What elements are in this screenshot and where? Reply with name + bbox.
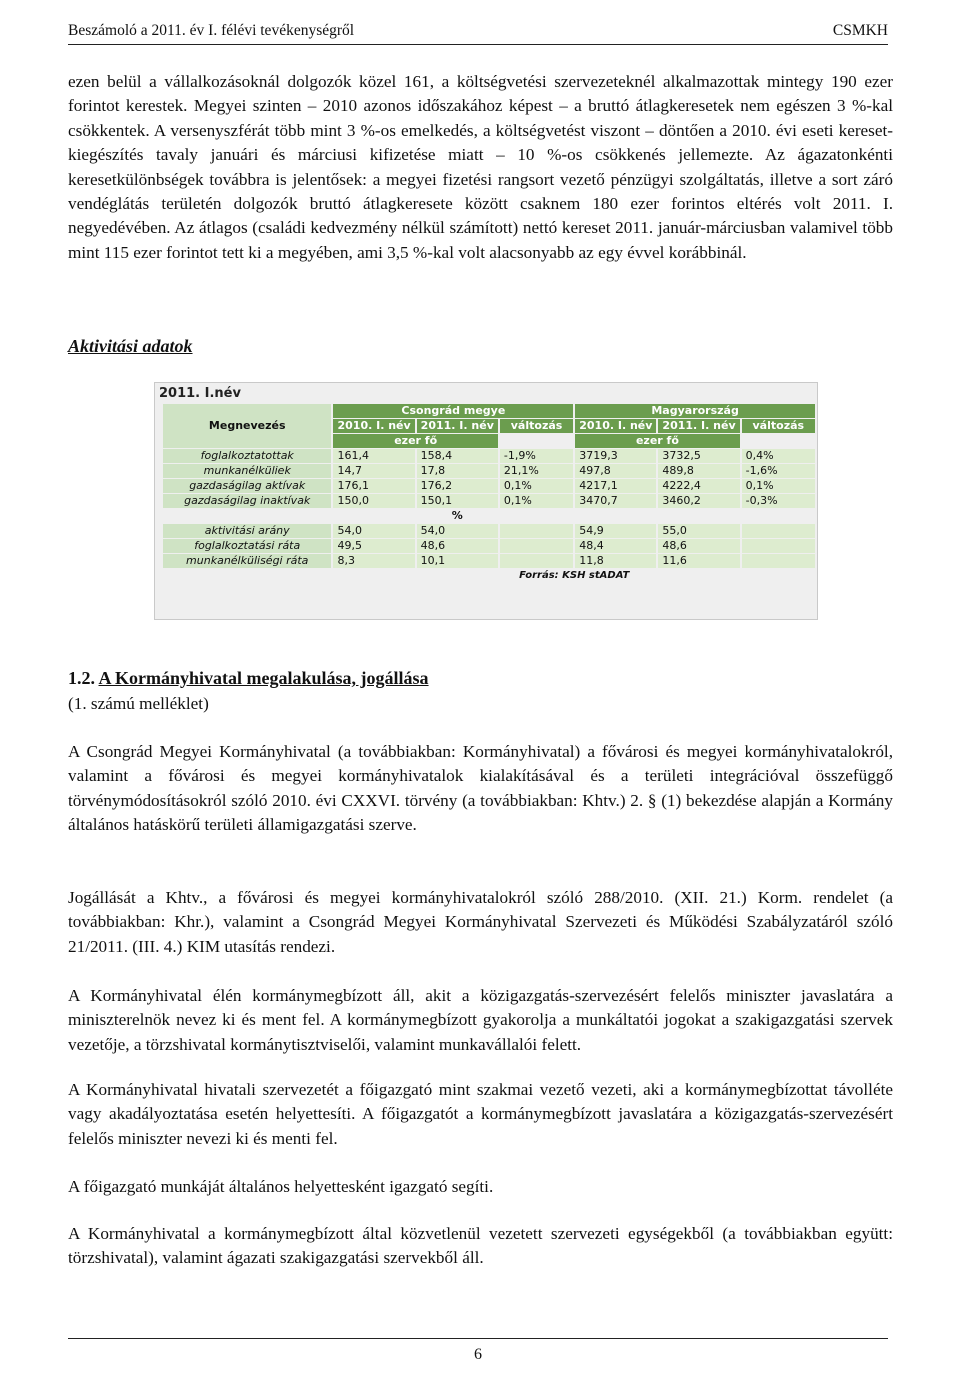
table-title: 2011. I.név (159, 386, 241, 401)
table-source: Forrás: KSH stADAT (519, 570, 630, 581)
col-2010: 2010. I. név (575, 419, 656, 433)
col-valtozas: változás (500, 419, 573, 433)
region-magyarorszag: Magyarország (575, 404, 815, 418)
table-row: aktivitási arány 54,0 54,0 54,9 55,0 (163, 524, 815, 538)
section-title: A Kormányhivatal megalakulása, jogállása (98, 668, 429, 688)
col-2011: 2011. I. név (658, 419, 739, 433)
paragraph-4: A Kormányhivatal hivatali szervezetét a főigazgató mint szakmai vezető vezeti, aki a kormánymegbízottat távolléte vagy akadályoztatása esetén helyettesíti. A főigazgatót a kormánymegbízott javaslatára a közigazgatás-szervezésért felelős miniszter nevezi ki és menti fel. (68, 1080, 893, 1148)
page-header (68, 20, 888, 45)
col-2011: 2011. I. név (417, 419, 498, 433)
unit-label: ezer fő (575, 434, 739, 448)
intro-text: ezen belül a vállalkozásoknál dolgozók közel 161, a költségvetési szervezeteknél alkalmazottak mintegy 190 ezer forintot kerestek. Megyei szinten – 2010 azonos időszakához képest – a bruttó átlagkeresetek nem egészen 3 %-kal csökkentek. A versenyszférát több mint 3 %-os emelkedés, a költségvetést viszont – döntően a 2010. évi eseti kereset-kiegészítés tavaly januári és márciusi kifizetése miatt – 10 %-os csökkenés jellemezte. Az ágazatonkénti keresetkülönbségek továbbra is jelentősek: a megyei fizetési rangsort vezető pénzügyi szolgáltatás, illetve a sort záró vendéglátás területén dolgozók bruttó átlagkeresete között csaknem 180 ezer forintos eltérés volt 2011. I. negyedévében. Az átlagos (családi kedvezmény nélkül számított) nettó kereset 2011. január-márciusban valamivel több mint 115 ezer forintot tett ki a megyében, ami 3,5 %-kal volt alacsonyabb az egy évvel korábbinál. (68, 72, 893, 262)
paragraph-2: Jogállását a Khtv., a fővárosi és megyei kormányhivatalokról szóló 288/2010. (XII. 21.) Korm. rendelet (a továbbiakban: Khr.), valamint a Csongrád Megyei Kormányhivatal Szervezeti és Működési Szabályzatáról szóló 21/2011. (III. 4.) KIM utasítás rendezi. (68, 888, 893, 956)
page-footer (68, 1338, 888, 1363)
table-row: foglalkoztatási ráta 49,5 48,6 48,4 48,6 (163, 539, 815, 553)
table-row: foglalkoztatottak 161,4 158,4 -1,9% 3719,3 3732,5 0,4% (163, 449, 815, 463)
table-row: munkanélküliek 14,7 17,8 21,1% 497,8 489,8 -1,6% (163, 464, 815, 478)
activity-table-image (154, 382, 818, 620)
table-row: munkanélküliségi ráta 8,3 10,1 11,8 11,6 (163, 554, 815, 568)
page-number: 6 (474, 1346, 482, 1363)
percent-label: % (451, 509, 463, 522)
region-csongrad: Csongrád megye (333, 404, 573, 418)
section-heading: Aktivitási adatok (68, 336, 193, 356)
paragraph-1: A Csongrád Megyei Kormányhivatal (a továbbiakban: Kormányhivatal) a fővárosi és megyei kormányhivatalokról, valamint a fővárosi és megyei kormányhivatalok kialakításával és a területi integrációval összefüggő törvénymódosításokról szóló 2010. évi CXXVI. törvény (a továbbiakban: Khtv.) 2. § (1) bekezdése alapján a Kormány általános hatáskörű területi államigazgatási szerve. (68, 742, 893, 835)
col-valtozas: változás (742, 419, 815, 433)
paragraph-3: A Kormányhivatal élén kormánymegbízott áll, akit a közigazgatás-szervezésért felelős miniszter javaslatára a miniszterelnök nevez ki és ment fel. A kormánymegbízott gyakorolja a munkáltatói jogokat a szakigazgatási szervek vezetője, a törzshivatal kormánytisztviselői, valamint munkavállalói felett. (68, 986, 893, 1054)
name-header: Megnevezés (163, 404, 331, 448)
section-number: 1.2. (68, 668, 95, 688)
activity-table (161, 403, 817, 584)
table-row: gazdaságilag aktívak 176,1 176,2 0,1% 4217,1 4222,4 0,1% (163, 479, 815, 493)
intro-paragraph (68, 70, 893, 265)
paragraph-5: A főigazgató munkáját általános helyettesként igazgató segíti. (68, 1177, 494, 1196)
header-title: Beszámoló a 2011. év I. félévi tevékenységről (68, 22, 355, 39)
header-org: CSMKH (832, 22, 888, 39)
section-1-2-heading (68, 668, 429, 689)
section-note: (1. számú melléklet) (68, 694, 209, 713)
table-row: gazdaságilag inaktívak 150,0 150,1 0,1% 3470,7 3460,2 -0,3% (163, 494, 815, 508)
unit-label: ezer fő (333, 434, 497, 448)
col-2010: 2010. I. név (333, 419, 414, 433)
paragraph-6: A Kormányhivatal a kormánymegbízott által közvetlenül vezetett szervezeti egységekből (a továbbiakban együtt: törzshivatal), valamint ágazati szakigazgatási szervekből áll. (68, 1224, 893, 1268)
